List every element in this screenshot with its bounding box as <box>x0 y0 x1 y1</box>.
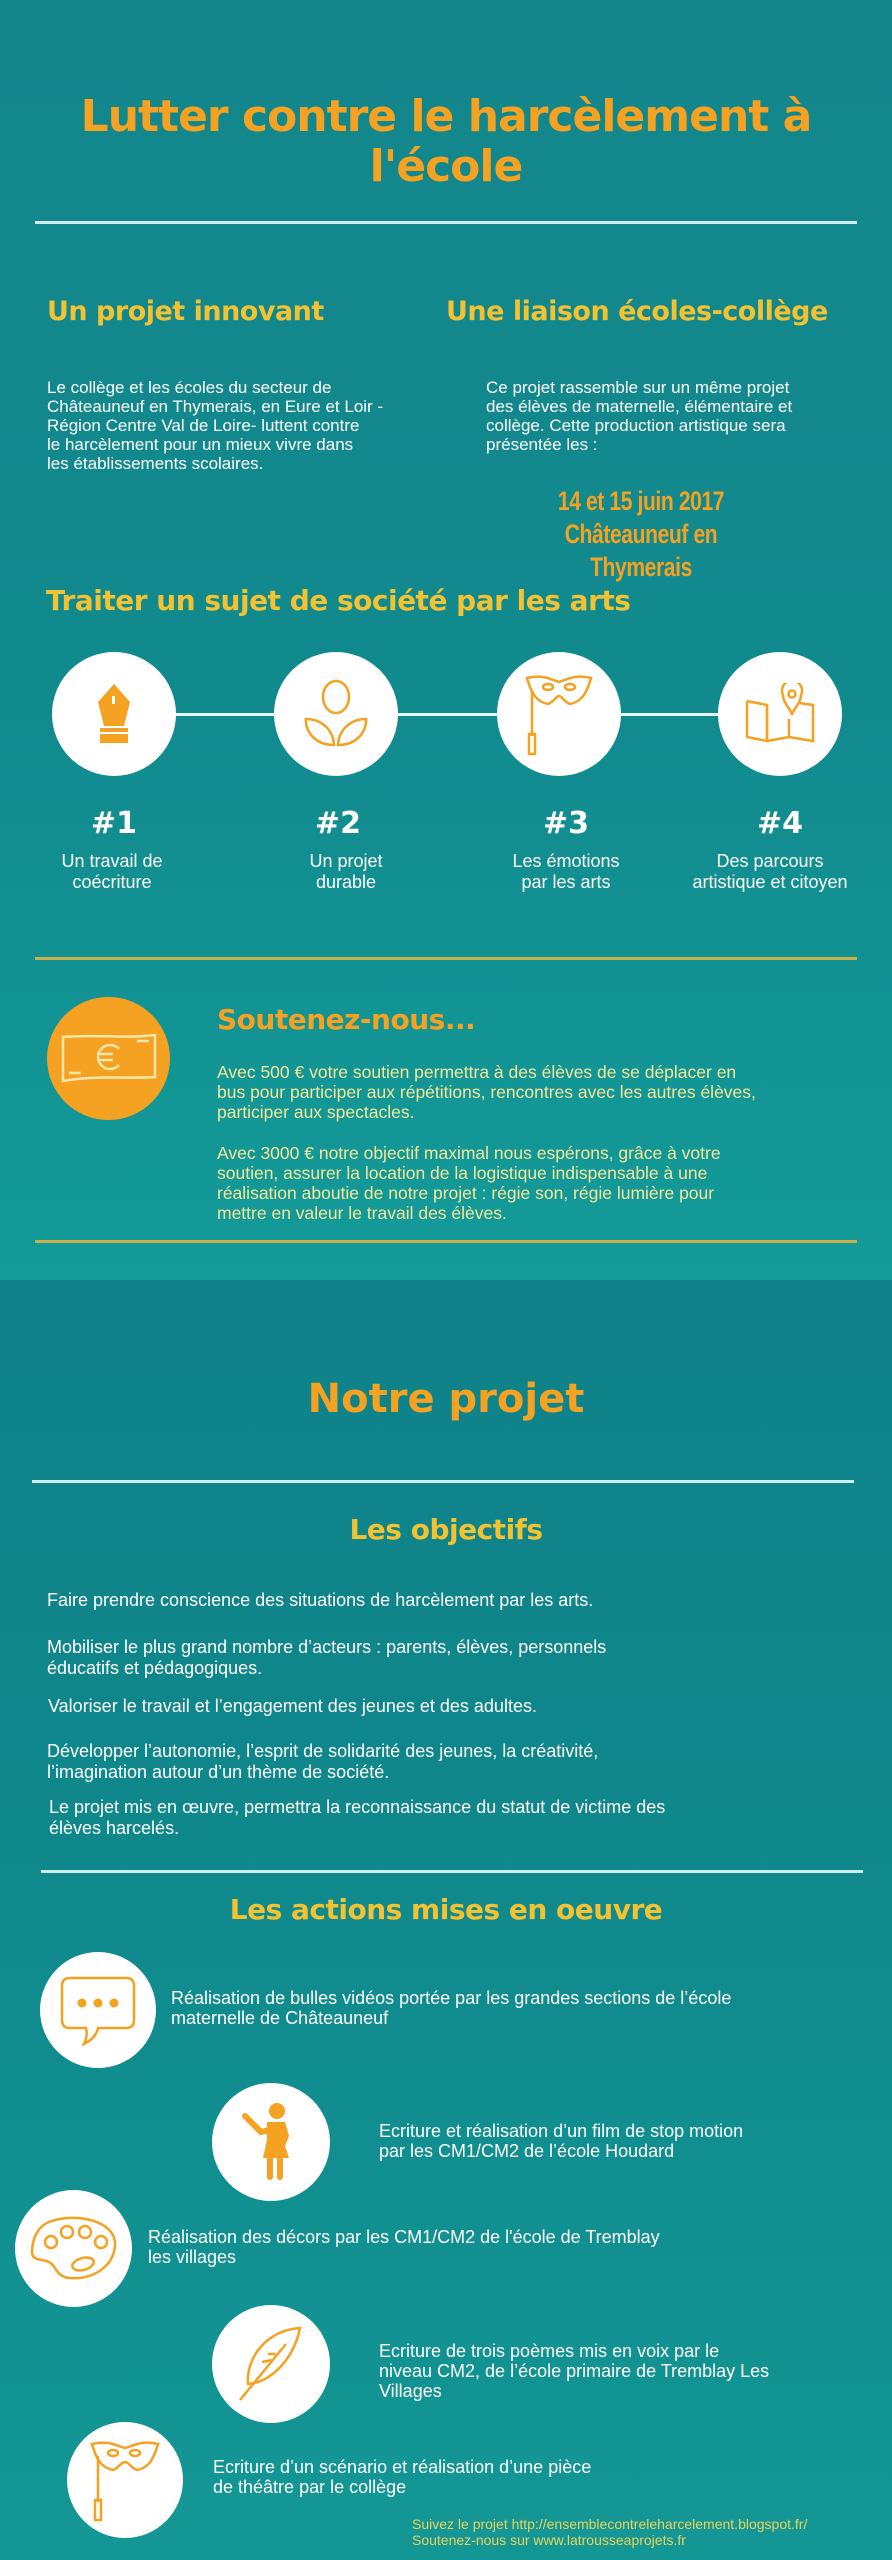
support-heading: Soutenez-nous... <box>217 1003 476 1036</box>
event-date: 14 et 15 juin 2017 <box>557 486 725 516</box>
sprout-icon <box>303 679 369 749</box>
action-2-text: Ecriture et réalisation d’un film de stop motion par les CM1/CM2 de l’école Houdard <box>379 2121 744 2161</box>
objective-5: Le projet mis en œuvre, permettra la reconnaissance du statut de victime des élèves harcelés. <box>49 1797 666 1838</box>
support-us-link[interactable]: Soutenez-nous sur www.latrousseaprojets.fr <box>412 2532 686 2548</box>
step-4-circle <box>718 652 842 776</box>
heading-projet-innovant: Un projet innovant <box>47 296 324 327</box>
step-1-circle <box>52 652 176 776</box>
objective-2: Mobiliser le plus grand nombre d’acteurs : parents, élèves, personnels éducatifs et pédagogiques. <box>47 1637 607 1678</box>
divider-gold-bottom <box>35 1240 857 1243</box>
step-3-label: Les émotions par les arts <box>512 851 620 892</box>
feather-quill-icon <box>238 2326 304 2402</box>
heading-notre-projet: Notre projet <box>307 1376 585 1422</box>
divider <box>32 1480 854 1483</box>
divider <box>35 221 857 224</box>
action-3-circle <box>15 2190 132 2307</box>
step-4-number: #4 <box>756 806 803 841</box>
footer <box>412 2516 892 2548</box>
step-2-label: Un projet durable <box>309 851 383 892</box>
event-place: Châteauneuf en Thymerais <box>564 519 718 582</box>
objective-4: Développer l’autonomie, l’esprit de solidarité des jeunes, la créativité, l’imagination autour d’un thème de société. <box>47 1741 599 1782</box>
divider-gold-top <box>35 957 857 960</box>
objective-3: Valoriser le travail et l’engagement des jeunes et des adultes. <box>48 1696 537 1716</box>
action-1-circle <box>40 1952 156 2068</box>
action-4-text: Ecriture de trois poèmes mis en voix par le niveau CM2, de l’école primaire de Tremblay Les Villages <box>379 2341 770 2401</box>
theater-mask-icon <box>524 672 594 756</box>
step-1-label: Un travail de coécriture <box>61 851 163 892</box>
divider <box>41 1870 863 1873</box>
action-3-text: Réalisation des décors par les CM1/CM2 de l'école de Tremblay les villages <box>148 2227 660 2267</box>
heading-liaison: Une liaison écoles-collège <box>446 296 828 327</box>
intro-right-text: Ce projet rassemble sur un même projet des élèves de maternelle, élémentaire et collège. Cette production artistique sera présentée les : <box>486 378 793 454</box>
step-3-circle <box>497 652 621 776</box>
action-4-circle <box>212 2305 330 2423</box>
map-pin-icon <box>745 683 815 745</box>
event-date-place <box>512 485 769 584</box>
steps-connector-line <box>170 713 730 716</box>
support-para-1: Avec 500 € votre soutien permettra à des élèves de se déplacer en bus pour participer aux répétitions, rencontres avec les autres élèves, participer aux spectacles. <box>217 1062 756 1122</box>
page-title: Lutter contre le harcèlement à l'école <box>80 91 812 192</box>
action-2-circle <box>212 2083 330 2201</box>
support-para-2: Avec 3000 € notre objectif maximal nous espérons, grâce à votre soutien, assurer la location de la logistique indispensable à une réalisation aboutie de notre projet : régie son, régie lumière pour mettre en valeur le travail des élèves. <box>217 1143 721 1223</box>
fountain-pen-icon <box>94 682 134 746</box>
action-5-text: Ecriture d’un scénario et réalisation d’une pièce de théâtre par le collège <box>213 2457 592 2497</box>
theater-mask-icon <box>89 2438 161 2522</box>
objective-1: Faire prendre conscience des situations de harcèlement par les arts. <box>47 1590 594 1610</box>
euro-banknote-icon <box>59 1031 159 1087</box>
follow-project-link[interactable]: Suivez le projet http://ensemblecontreleharcelement.blogspot.fr/ <box>412 2516 808 2532</box>
step-4-label: Des parcours artistique et citoyen <box>692 851 848 892</box>
child-waving-icon <box>241 2102 301 2182</box>
heading-actions: Les actions mises en oeuvre <box>229 1893 663 1926</box>
action-5-circle <box>67 2422 183 2538</box>
intro-left-text: Le collège et les écoles du secteur de Châteauneuf en Thymerais, en Eure et Loir - Région Centre Val de Loire- luttent contre le harcèlement pour un mieux vivre dans les établissements scolaires. <box>47 378 384 473</box>
action-1-text: Réalisation de bulles vidéos portée par les grandes sections de l’école maternelle de Châteauneuf <box>171 1988 732 2028</box>
step-3-number: #3 <box>542 806 589 841</box>
step-2-circle <box>274 652 398 776</box>
heading-arts: Traiter un sujet de société par les arts <box>46 584 631 617</box>
support-circle <box>47 997 170 1120</box>
speech-bubble-icon <box>58 1974 138 2046</box>
heading-objectifs: Les objectifs <box>349 1513 543 1546</box>
paint-palette-icon <box>29 2214 119 2284</box>
step-1-number: #1 <box>90 806 137 841</box>
step-2-number: #2 <box>314 806 361 841</box>
